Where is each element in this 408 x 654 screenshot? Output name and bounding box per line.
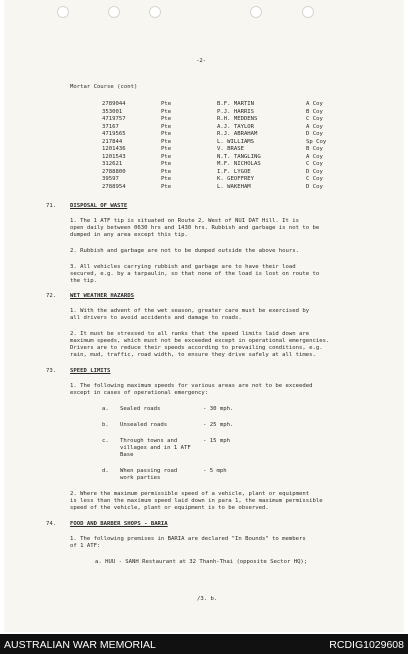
service-number: 2788800 (102, 168, 126, 175)
company: D Coy (306, 131, 323, 137)
paragraph-line: 3. All vehicles carrying rubbish and garbage are to have their load (70, 264, 296, 270)
paragraph-line: all drivers to avoid accidents and damage to roads. (70, 315, 242, 321)
service-number: 2789044 (102, 101, 126, 107)
paragraph-line: 2. Where the maximum permissible speed of a vehicle, plant or equipment (70, 491, 310, 497)
rank: Pte (161, 131, 172, 137)
company: D Coy (306, 183, 323, 190)
section-number: 74. (46, 521, 57, 527)
rank: Pte (161, 153, 172, 160)
list-letter: d. (102, 468, 109, 474)
paragraph-line: 2. Rubbish and garbage are not to be dumped outside the above hours. (70, 248, 300, 254)
area-label: When passing road (120, 468, 178, 474)
service-number: 4719565 (102, 131, 126, 137)
speed-value: - 30 mph. (203, 406, 234, 412)
paragraph-line: speed of the vehicle, plant or equipment is to be observed. (70, 505, 269, 511)
paragraph-line: secured, e.g. by a tarpaulin, so that none of the load is lost on route to (70, 271, 320, 277)
speed-value: - 25 mph. (203, 422, 234, 428)
area-label: villages and in 1 ATF (120, 445, 191, 451)
name: P.J. HARRIS (217, 108, 255, 115)
name: N.T. TANGLING (217, 153, 261, 160)
list-letter: c. (102, 438, 109, 444)
speed-value: - 5 mph (203, 468, 227, 474)
rank: Pte (161, 146, 172, 152)
list-letter: a. (102, 406, 109, 412)
company: C Coy (306, 161, 323, 167)
continuation-marker: /3. b. (197, 596, 218, 602)
paragraph-line: the tip. (70, 278, 97, 284)
name: R.H. MEDDENS (217, 116, 258, 122)
section-title: WET WEATHER HAZARDS (70, 293, 134, 299)
section-number: 71. (46, 203, 57, 209)
section-title: DISPOSAL OF WASTE (70, 203, 128, 209)
service-number: 353001 (102, 108, 123, 115)
company: C Coy (306, 116, 323, 122)
paragraph-line: Drivers are to reduce their speeds according to prevailing conditions, e.g. (70, 345, 323, 351)
paragraph-line: 2. It must be stressed to all ranks that the speed limits laid down are (70, 331, 310, 337)
name: I.F. LYGOE (217, 168, 251, 175)
paragraph-line: maximum speeds, which must not be exceeded except in operational emergencies. (70, 338, 330, 344)
archive-name: AUSTRALIAN WAR MEMORIAL (4, 639, 156, 651)
rank: Pte (161, 138, 172, 145)
punch-hole (57, 6, 69, 18)
name: K. GEOFFREY (217, 176, 255, 182)
record-id: RCDIG1029608 (329, 639, 404, 651)
service-number: 37167 (102, 123, 119, 130)
service-number: 217844 (102, 138, 123, 145)
section-number: 72. (46, 293, 57, 299)
rank: Pte (161, 176, 172, 182)
service-number: 39597 (102, 176, 119, 182)
name: A.J. TAYLOR (217, 123, 255, 130)
punch-hole (250, 6, 262, 18)
section-title: SPEED LIMITS (70, 368, 111, 374)
rank: Pte (161, 108, 172, 115)
paragraph-line: of 1 ATF: (70, 543, 101, 549)
company: D Coy (306, 168, 323, 175)
name: M.F. NICHOLAS (217, 161, 261, 167)
company: A Coy (306, 153, 323, 160)
rank: Pte (161, 116, 172, 122)
paragraph-line: open daily between 0630 hrs and 1430 hrs. Rubbish and garbage is not to be (70, 225, 320, 231)
list-letter: b. (102, 422, 109, 428)
rank: Pte (161, 168, 172, 175)
company: C Coy (306, 176, 323, 182)
rank: Pte (161, 183, 172, 190)
page-number: -2- (196, 58, 207, 64)
rank: Pte (161, 161, 172, 167)
paragraph-line: dumped in any area except this tip. (70, 232, 188, 238)
area-label: Base (120, 452, 134, 458)
punch-hole (108, 6, 120, 18)
name: B.F. MARTIN (217, 101, 255, 107)
company: A Coy (306, 123, 323, 130)
archive-footer (0, 634, 408, 654)
service-number: 2788954 (102, 183, 126, 190)
service-number: 312621 (102, 161, 123, 167)
paragraph-line: rain, mud, traffic, road width, to ensure they drive safely at all times. (70, 352, 316, 358)
company: Sp Coy (306, 138, 327, 145)
area-label: Sealed roads (120, 406, 161, 412)
paragraph-line: 1. The 1 ATF tip is situated on Route 2, West of NUI DAT Hill. It is (70, 218, 300, 224)
company: B Coy (306, 108, 323, 115)
area-label: work parties (120, 475, 161, 481)
service-number: 1201436 (102, 146, 126, 152)
service-number: 4719757 (102, 116, 126, 122)
name: L. WAKEHAM (217, 183, 251, 190)
section-heading: Mortar Course (cont) (70, 84, 138, 90)
service-number: 1201543 (102, 153, 126, 160)
rank: Pte (161, 123, 172, 130)
name: V. BRASE (217, 146, 244, 152)
speed-value: - 15 mph (203, 438, 230, 444)
paragraph-line: is less than the maximum speed laid down in para 1, the maximum permissible (70, 498, 323, 504)
paragraph-line: a. HUU - SANH Restaurant at 32 Thanh-Thai (opposite Sector HQ); (95, 559, 308, 565)
section-title: FOOD AND BARBER SHOPS - BARIA (70, 521, 168, 527)
punch-hole (149, 6, 161, 18)
name: L. WILLIAMS (217, 138, 255, 145)
rank: Pte (161, 101, 172, 107)
company: B Coy (306, 146, 323, 152)
paragraph-line: 1. The following maximum speeds for various areas are not to be exceeded (70, 383, 313, 389)
paragraph-line: except in cases of operational emergency: (70, 390, 209, 396)
section-number: 73. (46, 368, 57, 374)
company: A Coy (306, 101, 323, 107)
name: R.J. ABRAHAM (217, 131, 258, 137)
paragraph-line: 1. The following premises in BARIA are declared "In Bounds" to members (70, 536, 306, 542)
paragraph-line: 1. With the advent of the wet season, greater care must be exercised by (70, 308, 310, 314)
punch-hole (302, 6, 314, 18)
area-label: Through towns and (120, 438, 178, 444)
area-label: Unsealed roads (120, 422, 168, 428)
